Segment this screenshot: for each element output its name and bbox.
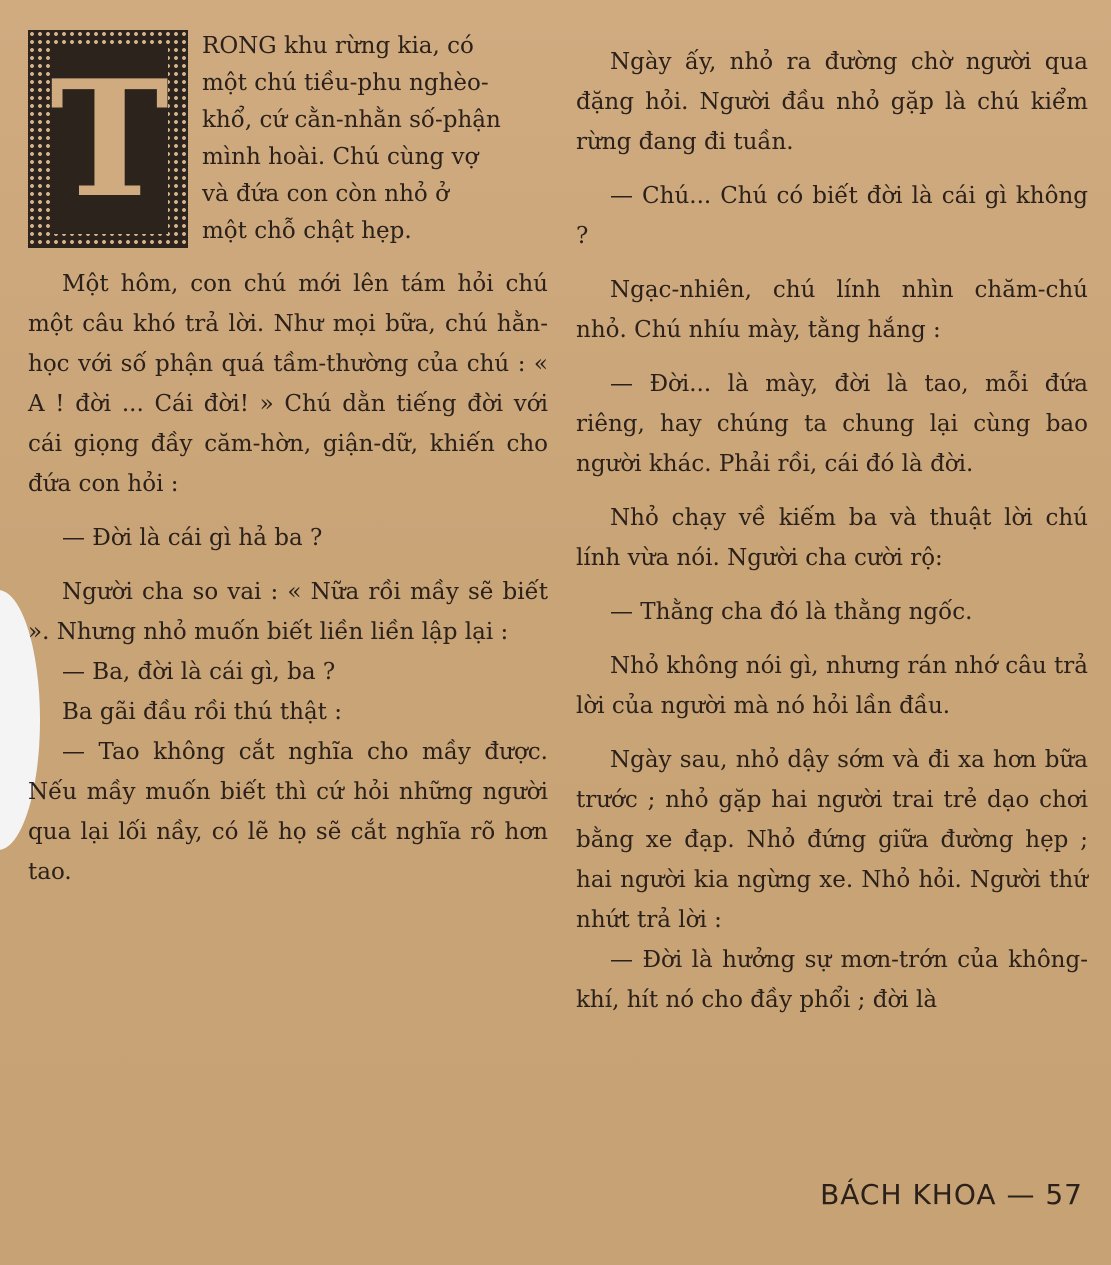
right-column	[576, 28, 1088, 1020]
opening-line: khổ, cứ cằn-nhằn số-phận	[202, 107, 501, 133]
opening-line: mình hoài. Chú cùng vợ	[202, 144, 479, 170]
paragraph: Ngày sau, nhỏ dậy sớm và đi xa hơn bữa trước ; nhỏ gặp hai người trai trẻ dạo chơi bằng xe đạp. Nhỏ đứng giữa đường hẹp ; hai người kia ngừng xe. Nhỏ hỏi. Người thứ nhứt trả lời :	[576, 747, 1088, 933]
opening-line: một chú tiều-phu nghèo-	[202, 70, 489, 96]
dialogue-line: — Chú... Chú có biết đời là cái gì không ?	[576, 183, 1088, 249]
paragraph: Ngày ấy, nhỏ ra đường chờ người qua đặng hỏi. Người đầu nhỏ gặp là chú kiểm rừng đang đi tuần.	[576, 49, 1088, 155]
paragraph: Người cha so vai : « Nữa rồi mầy sẽ biết ». Nhưng nhỏ muốn biết liền liền lập lại :	[28, 579, 548, 645]
dialogue-line: — Ba, đời là cái gì, ba ?	[62, 659, 336, 685]
dialogue-line: — Thằng cha đó là thằng ngốc.	[610, 599, 973, 625]
opening-lines	[202, 28, 548, 250]
paragraph: Một hôm, con chú mới lên tám hỏi chú một câu khó trả lời. Như mọi bữa, chú hằn-học với số phận quá tầm-thường của chú : « A ! đời ... Cái đời! » Chú dằn tiếng đời với cái giọng đầy căm-hờn, giận-dữ, khiến cho đứa con hỏi :	[28, 271, 548, 497]
paragraph: Nhỏ không nói gì, nhưng rán nhớ câu trả lời của người mà nó hỏi lần đầu.	[576, 653, 1088, 719]
opening-line: một chỗ chật hẹp.	[202, 218, 412, 244]
drop-cap-letter: T	[50, 45, 170, 233]
opening-line: và đứa con còn nhỏ ở	[202, 181, 449, 207]
left-column	[28, 28, 548, 892]
drop-cap-ornament	[28, 30, 188, 248]
opening-paragraph	[28, 28, 548, 250]
dialogue-line: — Tao không cắt nghĩa cho mầy được. Nếu mầy muốn biết thì cứ hỏi những người qua lại lối nầy, có lẽ họ sẽ cắt nghĩa rõ hơn tao.	[28, 739, 548, 885]
dialogue-line: — Đời... là mày, đời là tao, mỗi đứa riêng, hay chúng ta chung lại cùng bao người khác. Phải rồi, cái đó là đời.	[576, 371, 1088, 477]
paragraph: Ngạc-nhiên, chú lính nhìn chăm-chú nhỏ. Chú nhíu mày, tằng hắng :	[576, 277, 1088, 343]
page-footer: BÁCH KHOA — 57	[820, 1178, 1083, 1211]
opening-line: RONG khu rừng kia, có	[202, 33, 474, 59]
dialogue-line: — Đời là hưởng sự mơn-trớn của không-khí, hít nó cho đầy phổi ; đời là	[576, 947, 1088, 1013]
dialogue-line: — Đời là cái gì hả ba ?	[62, 525, 323, 551]
paragraph: Nhỏ chạy về kiếm ba và thuật lời chú lính vừa nói. Người cha cười rộ:	[576, 505, 1088, 571]
paragraph: Ba gãi đầu rồi thú thật :	[62, 699, 342, 725]
